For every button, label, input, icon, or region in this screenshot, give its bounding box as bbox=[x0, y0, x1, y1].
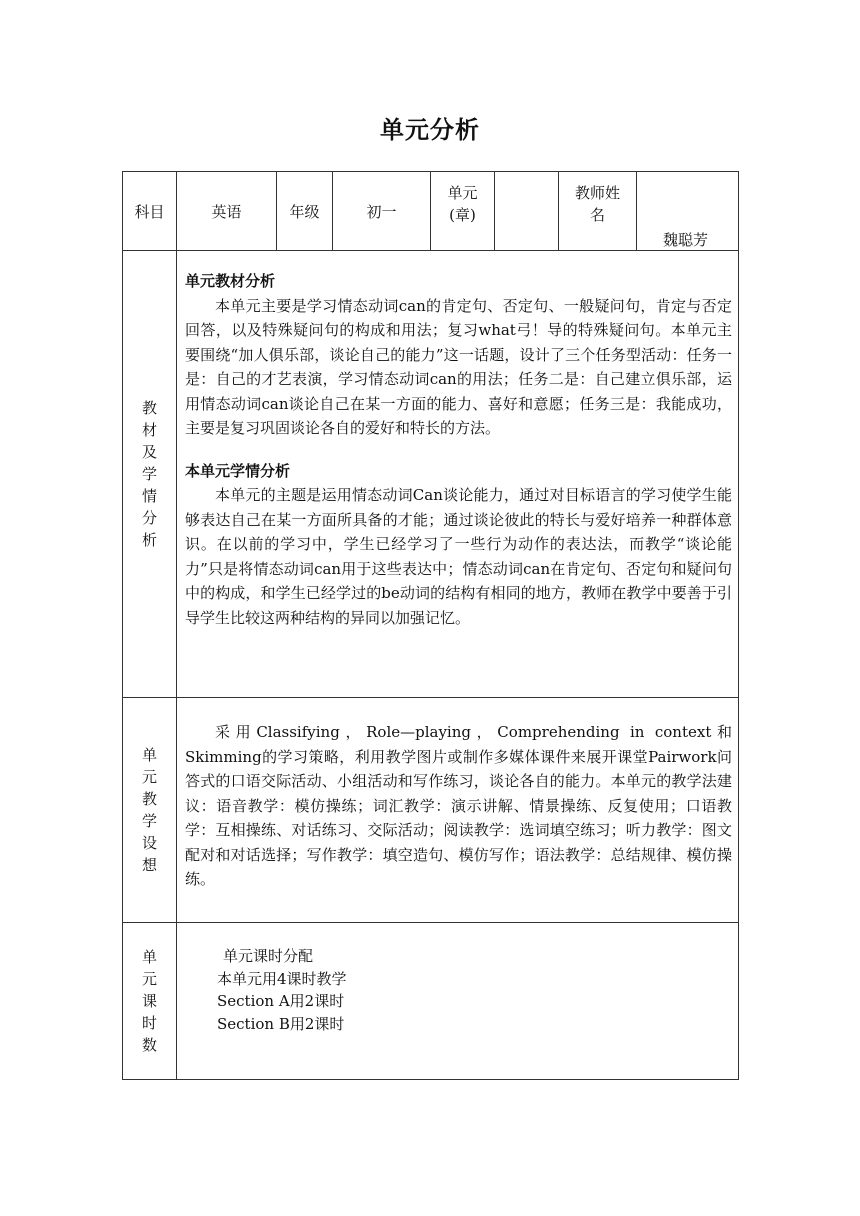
teaching-plan-text: 采用Classifying，Role—playing，Comprehending in context和Skimming的学习策略，利用教学图片或制作多媒体课件来展开课堂Pairwork问答式的口语交际活动、小组活动和写作练习，谈论各自的能力。本单元的教学法建议：语音教学：模仿操练；词汇教学：演示讲解、情景操练、反复使用；口语教学：互相操练、对话练习、交际活动；阅读教学：选词填空练习；听力教学：图文配对和对话选择；写作教学：填空造句、模仿写作；语法教学：总结规律、模仿操练。 bbox=[185, 723, 732, 888]
lesson-count-heading: 单元课时分配 bbox=[223, 947, 314, 965]
student-analysis-heading: 本单元学情分析 bbox=[185, 461, 291, 480]
teacher-label-line1: 教师姓 bbox=[574, 184, 620, 202]
teaching-plan-side-label bbox=[123, 698, 177, 923]
side-char: 元 bbox=[141, 970, 157, 988]
analysis-content bbox=[177, 251, 739, 698]
teaching-plan-row bbox=[123, 698, 739, 923]
unit-label-line2: (章) bbox=[449, 206, 476, 224]
side-char: 想 bbox=[141, 856, 157, 874]
lesson-count-section-a: Section A用2课时 bbox=[217, 992, 345, 1010]
teaching-plan-content bbox=[177, 698, 739, 923]
unit-label bbox=[431, 172, 495, 251]
analysis-row bbox=[123, 251, 739, 698]
subject-value: 英语 bbox=[177, 172, 277, 251]
side-char: 课 bbox=[141, 992, 157, 1010]
side-char: 设 bbox=[141, 834, 157, 852]
analysis-side-label bbox=[123, 251, 177, 698]
side-char: 情 bbox=[141, 487, 157, 505]
side-char: 分 bbox=[141, 509, 157, 527]
side-char: 学 bbox=[141, 465, 157, 483]
grade-value: 初一 bbox=[333, 172, 431, 251]
side-char: 单 bbox=[141, 746, 157, 764]
lesson-count-section-b: Section B用2课时 bbox=[217, 1014, 345, 1033]
textbook-analysis-text: 本单元主要是学习情态动词can的肯定句、否定句、一般疑问句，肯定与否定回答，以及特殊疑问句的构成和用法；复习what弓！导的特殊疑问句。本单元主要围绕“加人俱乐部，谈论自己的能力”这一话题，设计了三个任务型活动：任务一是：自己的才艺表演，学习情态动词can的用法；任务二是：自己建立俱乐部，运用情态动词can谈论自己在某一方面的能力、喜好和意愿；任务三是：我能成功，主要是复习巩固谈论各自的爱好和特长的方法。 bbox=[185, 296, 732, 437]
teacher-label-line2: 名 bbox=[589, 206, 605, 224]
side-char: 析 bbox=[141, 531, 157, 549]
unit-label-line1: 单元 bbox=[447, 184, 478, 202]
side-char: 学 bbox=[141, 812, 157, 830]
subject-label: 科目 bbox=[123, 172, 177, 251]
unit-value bbox=[495, 172, 559, 251]
side-char: 时 bbox=[141, 1014, 157, 1032]
textbook-analysis-heading: 单元教材分析 bbox=[185, 272, 276, 290]
lesson-count-side-label bbox=[123, 923, 177, 1080]
document-title: 单元分析 bbox=[380, 116, 480, 144]
side-char: 教 bbox=[141, 399, 157, 417]
teacher-label bbox=[559, 172, 637, 251]
side-char: 元 bbox=[141, 768, 157, 786]
lesson-count-row bbox=[123, 923, 739, 1080]
side-char: 教 bbox=[141, 790, 157, 808]
side-char: 材 bbox=[141, 421, 157, 439]
student-analysis-text: 本单元的主题是运用情态动词Can谈论能力，通过对目标语言的学习使学生能够表达自己在某一方面所具备的才能；通过谈论彼此的特长与爱好培养一种群体意识。在以前的学习中，学生已经学习了一些行为动作的表达法，而教学“谈论能力”只是将情态动词can用于这些表达中；情态动词can在肯定句、否定句和疑问句中的构成，和学生已经学过的be动词的结构有相同的地方，教师在教学中要善于引导学生比较这两种结构的异同以加强记忆。 bbox=[185, 486, 732, 627]
grade-label: 年级 bbox=[277, 172, 333, 251]
side-char: 数 bbox=[141, 1036, 157, 1054]
side-char: 及 bbox=[141, 443, 157, 461]
teacher-value: 魏聪芳 bbox=[637, 172, 739, 251]
lesson-count-content bbox=[177, 923, 739, 1080]
side-char: 单 bbox=[141, 948, 157, 966]
lesson-count-total: 本单元用4课时教学 bbox=[217, 969, 347, 988]
header-row bbox=[123, 172, 739, 251]
unit-analysis-table bbox=[122, 171, 739, 1080]
